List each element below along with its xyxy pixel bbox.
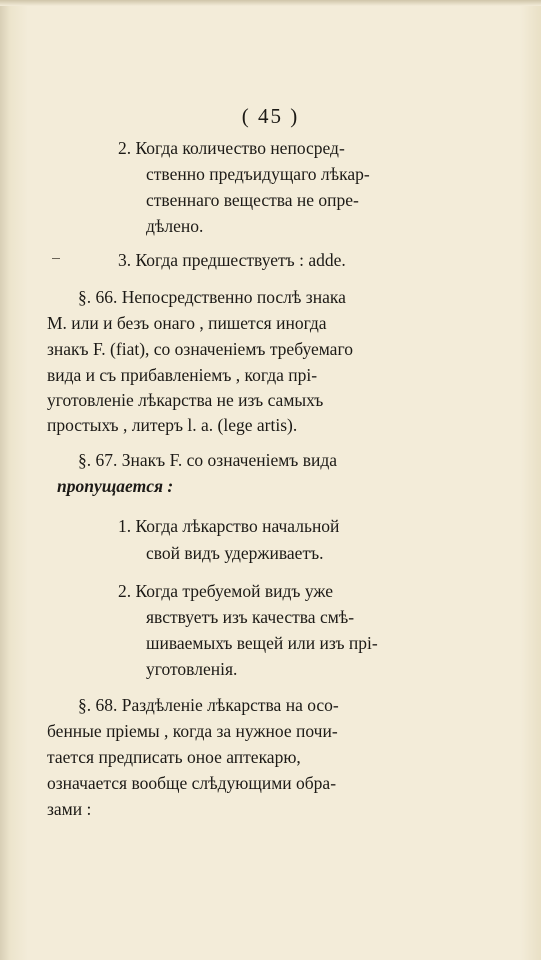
text-line-8: знакъ F. (fiat), со означенiемъ требуемаго: [47, 339, 353, 359]
text-line-19: уготовленія.: [146, 659, 238, 679]
page-number: ( 45 ): [241, 104, 300, 128]
text-line-20: §. 68. Раздѣленіе лѣкарства на осо-: [78, 695, 339, 715]
text-line-5: 3. Когда предшествуетъ : adde.: [118, 250, 346, 270]
text-line-16: 2. Когда требуемой видъ уже: [118, 581, 333, 601]
text-line-18: шиваемыхъ вещей или изъ прі-: [146, 633, 378, 653]
page-top-edge: [0, 0, 541, 6]
text-line-7: M. или и безъ онаго , пишется иногда: [47, 313, 327, 333]
text-line-6: §. 66. Непосредственно послѣ знака: [78, 287, 346, 307]
text-line-4: дѣлено.: [146, 216, 204, 236]
margin-mark: [52, 258, 60, 259]
text-line-12: §. 67. Знакъ F. со означенiемъ вида: [78, 450, 338, 470]
text-line-21: бенные прiемы , когда за нужное почи-: [47, 721, 338, 741]
text-line-9: вида и съ прибавленiемъ , когда прі-: [47, 365, 318, 385]
text-line-14: 1. Когда лѣкарство начальной: [118, 516, 340, 536]
text-line-13: пропущается :: [57, 476, 174, 496]
text-line-15: свой видъ удерживаетъ.: [146, 543, 324, 563]
text-line-23: означается вообще слѣдующими обра-: [47, 773, 337, 793]
text-line-10: уготовленіе лѣкарства не изъ самыхъ: [47, 390, 324, 410]
text-line-17: явствуетъ изъ качества смѣ-: [146, 607, 355, 627]
text-line-24: зами :: [47, 799, 92, 819]
text-line-2: ственно предъидущаго лѣкар-: [146, 164, 370, 184]
text-line-22: тается предписать оное аптекарю,: [47, 747, 301, 767]
text-line-1: 2. Когда количество непосред-: [118, 138, 345, 158]
text-line-3: ственнаго вещества не опре-: [146, 190, 359, 210]
text-line-11: простыхъ , литеръ l. a. (lege artis).: [47, 415, 298, 435]
